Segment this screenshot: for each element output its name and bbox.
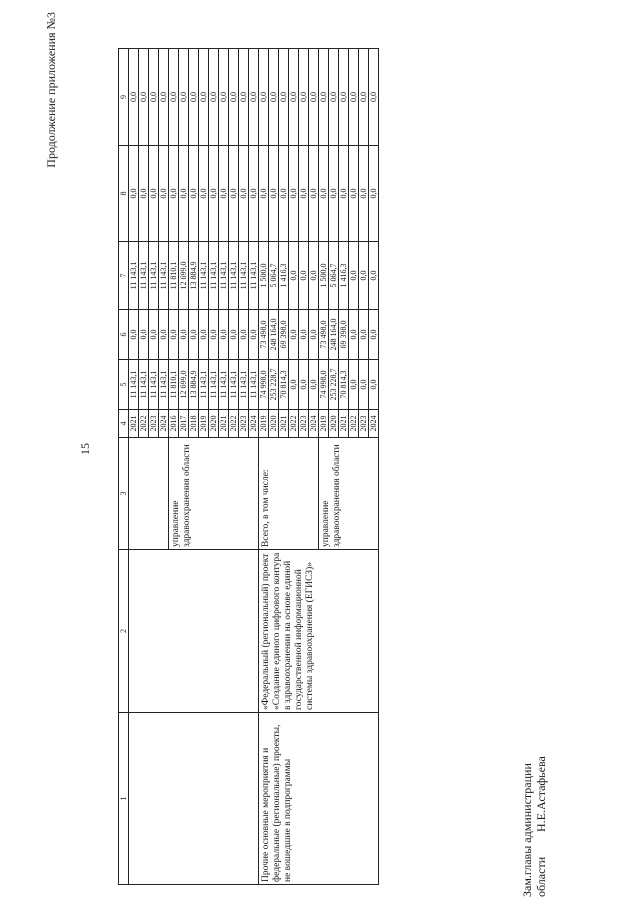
value-cell: 0,0 bbox=[289, 310, 299, 360]
value-cell: 70 814,3 bbox=[279, 360, 289, 410]
value-cell: 0,0 bbox=[169, 49, 179, 146]
value-cell: 0,0 bbox=[289, 146, 299, 242]
value-cell: 11 143,1 bbox=[149, 242, 159, 310]
column-header: 5 bbox=[119, 360, 129, 410]
value-cell: 0,0 bbox=[309, 146, 319, 242]
value-cell: 0,0 bbox=[139, 310, 149, 360]
value-cell: 0,0 bbox=[369, 242, 379, 310]
value-cell: 0,0 bbox=[259, 146, 269, 242]
value-cell: 70 814,3 bbox=[339, 360, 349, 410]
value-cell: 0,0 bbox=[249, 146, 259, 242]
value-cell: 0,0 bbox=[149, 49, 159, 146]
value-cell: 0,0 bbox=[179, 49, 189, 146]
value-cell: 74 998,0 bbox=[259, 360, 269, 410]
appendix-caption: Продолжение приложения №3 bbox=[44, 12, 58, 168]
value-cell: 0,0 bbox=[289, 360, 299, 410]
value-cell: 0,0 bbox=[359, 146, 369, 242]
value-cell: 0,0 bbox=[309, 310, 319, 360]
column-header: 4 bbox=[119, 410, 129, 438]
value-cell: 0,0 bbox=[289, 242, 299, 310]
signatory-position-cont: области bbox=[534, 856, 548, 897]
signatory-position: Зам.главы администрации bbox=[520, 763, 534, 897]
value-cell: 11 143,1 bbox=[199, 360, 209, 410]
value-cell: 11 143,1 bbox=[209, 242, 219, 310]
value-cell: 11 143,1 bbox=[249, 242, 259, 310]
value-cell: 0,0 bbox=[279, 146, 289, 242]
value-cell: 0,0 bbox=[369, 360, 379, 410]
value-cell: 0,0 bbox=[349, 146, 359, 242]
value-cell: 0,0 bbox=[229, 146, 239, 242]
value-cell: 0,0 bbox=[229, 49, 239, 146]
value-cell: 0,0 bbox=[149, 146, 159, 242]
value-cell: 5 064,7 bbox=[329, 242, 339, 310]
value-cell: 0,0 bbox=[359, 360, 369, 410]
value-cell: 11 143,1 bbox=[239, 360, 249, 410]
value-cell: 1 416,3 bbox=[339, 242, 349, 310]
value-cell: 11 143,1 bbox=[209, 360, 219, 410]
value-cell: 0,0 bbox=[299, 146, 309, 242]
value-cell: 248 164,0 bbox=[269, 310, 279, 360]
value-cell: 0,0 bbox=[359, 49, 369, 146]
value-cell: 0,0 bbox=[149, 310, 159, 360]
value-cell: 0,0 bbox=[159, 49, 169, 146]
project-cell: «Федеральный (региональный) проект «Создание единого цифрового контура в здравоохранении на основе единой государственной информационной системы здравоохранения (ЕГИСЗ)» bbox=[259, 550, 379, 713]
value-cell: 0,0 bbox=[219, 310, 229, 360]
value-cell: 0,0 bbox=[129, 49, 139, 146]
column-header: 3 bbox=[119, 438, 129, 550]
year-cell: 2021 bbox=[129, 410, 139, 438]
year-cell: 2020 bbox=[329, 410, 339, 438]
value-cell: 0,0 bbox=[199, 146, 209, 242]
value-cell: 0,0 bbox=[329, 146, 339, 242]
value-cell: 248 164,0 bbox=[329, 310, 339, 360]
year-cell: 2024 bbox=[369, 410, 379, 438]
value-cell: 0,0 bbox=[179, 146, 189, 242]
value-cell: 11 143,1 bbox=[219, 360, 229, 410]
value-cell: 0,0 bbox=[309, 360, 319, 410]
page-number: 15 bbox=[78, 443, 92, 455]
year-cell: 2023 bbox=[149, 410, 159, 438]
value-cell: 0,0 bbox=[299, 310, 309, 360]
value-cell: 0,0 bbox=[299, 360, 309, 410]
value-cell: 11 810,1 bbox=[169, 360, 179, 410]
year-cell: 2021 bbox=[219, 410, 229, 438]
value-cell: 0,0 bbox=[219, 146, 229, 242]
value-cell: 0,0 bbox=[239, 49, 249, 146]
value-cell: 0,0 bbox=[139, 49, 149, 146]
value-cell: 69 398,0 bbox=[279, 310, 289, 360]
value-cell: 0,0 bbox=[349, 242, 359, 310]
value-cell: 11 143,1 bbox=[159, 360, 169, 410]
value-cell: 0,0 bbox=[309, 242, 319, 310]
value-cell: 0,0 bbox=[359, 242, 369, 310]
value-cell: 0,0 bbox=[169, 310, 179, 360]
value-cell: 0,0 bbox=[369, 49, 379, 146]
section-cell: Прочие основные мероприятия и федеральные (региональные) проекты, не вошедшие в подпрограммы bbox=[259, 713, 379, 885]
year-cell: 2019 bbox=[319, 410, 329, 438]
value-cell: 73 498,0 bbox=[259, 310, 269, 360]
value-cell: 253 228,7 bbox=[329, 360, 339, 410]
value-cell: 1 500,0 bbox=[259, 242, 269, 310]
year-cell: 2019 bbox=[259, 410, 269, 438]
year-cell: 2022 bbox=[139, 410, 149, 438]
value-cell: 0,0 bbox=[129, 146, 139, 242]
value-cell: 0,0 bbox=[349, 49, 359, 146]
value-cell: 0,0 bbox=[269, 146, 279, 242]
value-cell: 0,0 bbox=[259, 49, 269, 146]
value-cell: 0,0 bbox=[349, 310, 359, 360]
value-cell: 13 884,9 bbox=[189, 242, 199, 310]
value-cell: 0,0 bbox=[289, 49, 299, 146]
value-cell: 11 143,1 bbox=[149, 360, 159, 410]
value-cell: 0,0 bbox=[209, 310, 219, 360]
value-cell: 0,0 bbox=[249, 49, 259, 146]
column-header: 1 bbox=[119, 713, 129, 885]
executor-cell: управление здравоохранения области bbox=[319, 438, 379, 550]
year-cell: 2023 bbox=[299, 410, 309, 438]
value-cell: 0,0 bbox=[309, 49, 319, 146]
value-cell: 0,0 bbox=[159, 310, 169, 360]
value-cell: 0,0 bbox=[349, 360, 359, 410]
year-cell: 2021 bbox=[279, 410, 289, 438]
value-cell: 11 143,1 bbox=[229, 242, 239, 310]
value-cell: 0,0 bbox=[369, 310, 379, 360]
value-cell: 0,0 bbox=[319, 49, 329, 146]
year-cell: 2020 bbox=[209, 410, 219, 438]
column-header: 8 bbox=[119, 146, 129, 242]
value-cell: 0,0 bbox=[209, 49, 219, 146]
year-cell: 2024 bbox=[159, 410, 169, 438]
year-cell: 2019 bbox=[199, 410, 209, 438]
value-cell: 73 498,0 bbox=[319, 310, 329, 360]
value-cell: 0,0 bbox=[159, 146, 169, 242]
year-cell: 2020 bbox=[269, 410, 279, 438]
year-cell: 2018 bbox=[189, 410, 199, 438]
signature-block bbox=[520, 756, 548, 897]
year-cell: 2022 bbox=[289, 410, 299, 438]
value-cell: 11 143,1 bbox=[229, 360, 239, 410]
value-cell: 0,0 bbox=[269, 49, 279, 146]
signatory-name: Н.Е.Астафьева bbox=[534, 756, 548, 832]
value-cell: 0,0 bbox=[299, 242, 309, 310]
year-cell: 2024 bbox=[249, 410, 259, 438]
value-cell: 12 699,0 bbox=[179, 242, 189, 310]
value-cell: 0,0 bbox=[239, 310, 249, 360]
year-cell: 2021 bbox=[339, 410, 349, 438]
value-cell: 0,0 bbox=[299, 49, 309, 146]
value-cell: 0,0 bbox=[139, 146, 149, 242]
value-cell: 12 699,0 bbox=[179, 360, 189, 410]
value-cell: 1 500,0 bbox=[319, 242, 329, 310]
year-cell: 2023 bbox=[239, 410, 249, 438]
value-cell: 0,0 bbox=[189, 49, 199, 146]
value-cell: 11 143,1 bbox=[199, 242, 209, 310]
executor-cell: управление здравоохранения области bbox=[169, 438, 259, 550]
value-cell: 11 143,1 bbox=[139, 242, 149, 310]
value-cell: 11 143,1 bbox=[219, 242, 229, 310]
value-cell: 74 998,0 bbox=[319, 360, 329, 410]
value-cell: 0,0 bbox=[359, 310, 369, 360]
value-cell: 11 810,1 bbox=[169, 242, 179, 310]
value-cell: 0,0 bbox=[129, 310, 139, 360]
column-header: 9 bbox=[119, 49, 129, 146]
value-cell: 0,0 bbox=[199, 49, 209, 146]
column-header: 2 bbox=[119, 550, 129, 713]
value-cell: 11 143,1 bbox=[129, 242, 139, 310]
executor-cell: Всего, в том числе: bbox=[259, 438, 319, 550]
table-row bbox=[259, 49, 269, 885]
value-cell: 0,0 bbox=[219, 49, 229, 146]
data-table bbox=[118, 48, 379, 885]
value-cell: 13 884,9 bbox=[189, 360, 199, 410]
value-cell: 0,0 bbox=[369, 146, 379, 242]
value-cell: 0,0 bbox=[339, 49, 349, 146]
column-header: 6 bbox=[119, 310, 129, 360]
value-cell: 11 143,1 bbox=[159, 242, 169, 310]
value-cell: 11 143,1 bbox=[129, 360, 139, 410]
value-cell: 11 143,1 bbox=[239, 242, 249, 310]
year-cell: 2016 bbox=[169, 410, 179, 438]
value-cell: 0,0 bbox=[249, 310, 259, 360]
value-cell: 0,0 bbox=[319, 146, 329, 242]
value-cell: 11 143,1 bbox=[139, 360, 149, 410]
value-cell: 0,0 bbox=[279, 49, 289, 146]
year-cell: 2017 bbox=[179, 410, 189, 438]
table-header-row bbox=[119, 49, 129, 885]
value-cell: 0,0 bbox=[209, 146, 219, 242]
column-header: 7 bbox=[119, 242, 129, 310]
value-cell: 253 228,7 bbox=[269, 360, 279, 410]
value-cell: 69 398,0 bbox=[339, 310, 349, 360]
value-cell: 1 416,3 bbox=[279, 242, 289, 310]
year-cell: 2022 bbox=[349, 410, 359, 438]
value-cell: 0,0 bbox=[239, 146, 249, 242]
section-cell bbox=[129, 713, 259, 885]
value-cell: 0,0 bbox=[329, 49, 339, 146]
value-cell: 0,0 bbox=[229, 310, 239, 360]
value-cell: 0,0 bbox=[189, 146, 199, 242]
value-cell: 0,0 bbox=[179, 310, 189, 360]
value-cell: 0,0 bbox=[199, 310, 209, 360]
value-cell: 0,0 bbox=[189, 310, 199, 360]
value-cell: 0,0 bbox=[339, 146, 349, 242]
project-cell bbox=[129, 550, 259, 713]
year-cell: 2022 bbox=[229, 410, 239, 438]
value-cell: 11 143,1 bbox=[249, 360, 259, 410]
value-cell: 0,0 bbox=[169, 146, 179, 242]
value-cell: 5 064,7 bbox=[269, 242, 279, 310]
year-cell: 2023 bbox=[359, 410, 369, 438]
table-row bbox=[129, 49, 139, 885]
executor-cell bbox=[129, 438, 169, 550]
year-cell: 2024 bbox=[309, 410, 319, 438]
